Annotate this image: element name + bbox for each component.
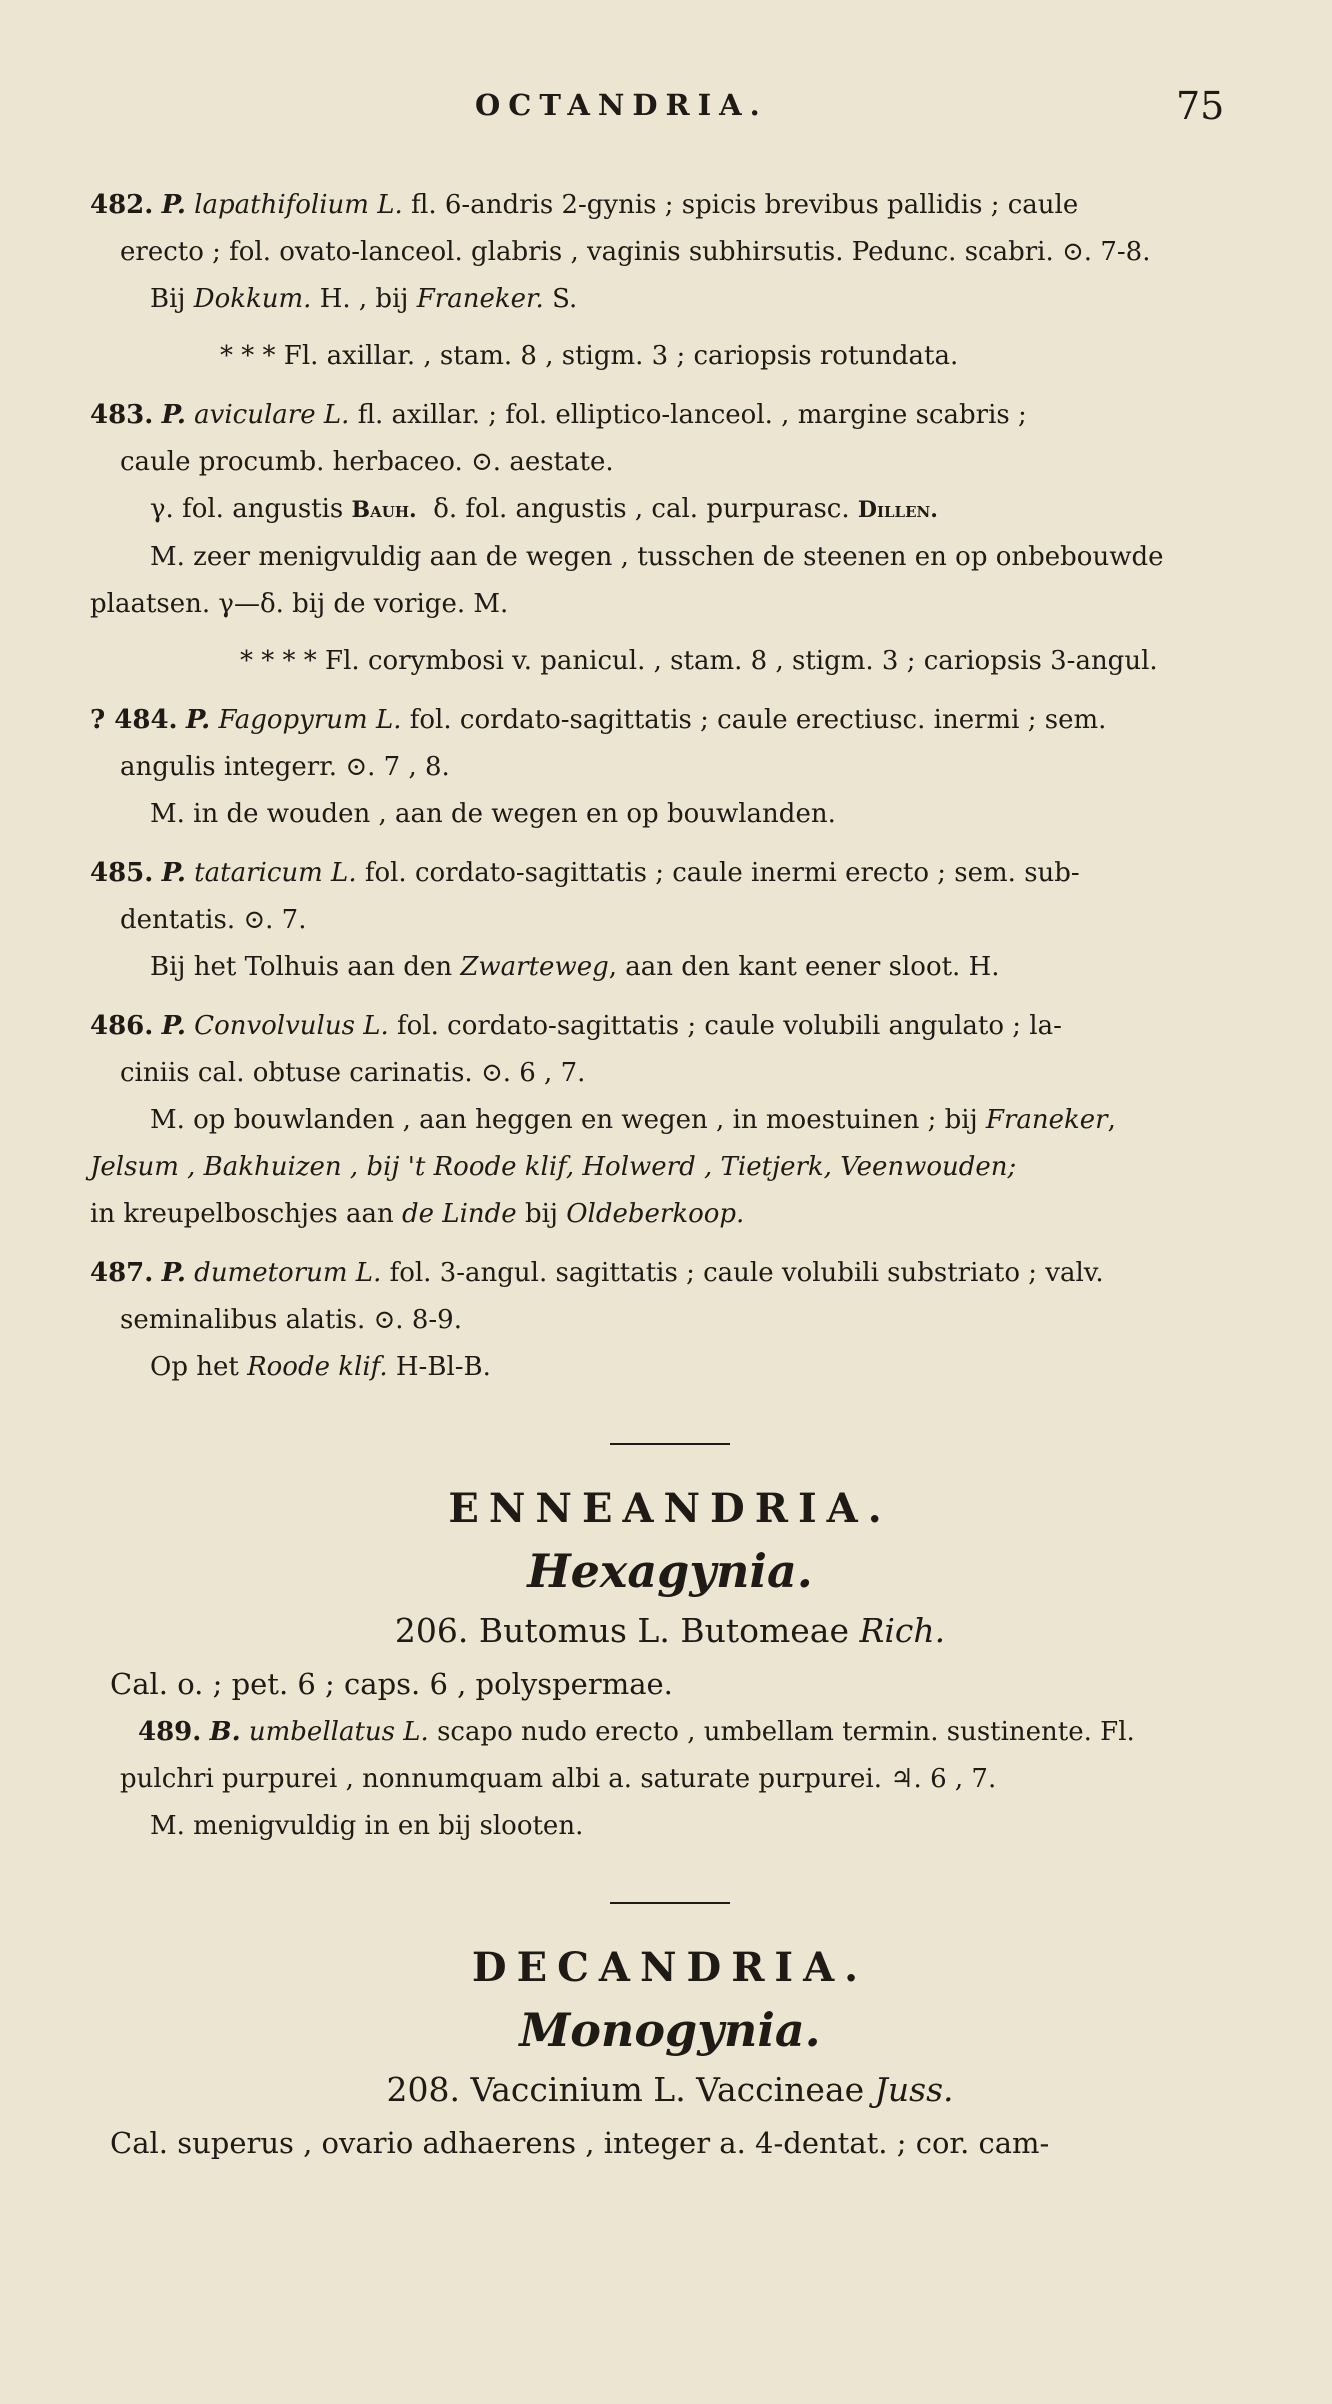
- description: fol. cordato-sagittatis ; caule erectiusc. inermi ; sem.: [409, 705, 1107, 735]
- genus-heading-butomus: [90, 1603, 1250, 1659]
- class-heading-decandria: DECANDRIA.: [471, 1944, 869, 1991]
- entry-486-note: M. op bouwlanden , aan heggen en wegen , in moestuinen ; bij Franeker,: [150, 1105, 1116, 1135]
- entry-487-line2: seminalibus alatis. ⊙. 8-9.: [120, 1305, 462, 1335]
- place-name: Dokkum.: [193, 284, 312, 314]
- entry-484: [90, 697, 1250, 744]
- species-name: Fagopyrum: [218, 705, 368, 735]
- section-heading-three-stars: * * * Fl. axillar. , stam. 8 , stigm. 3 ; cariopsis rotundata.: [220, 341, 959, 371]
- genus-abbr: P.: [161, 400, 186, 430]
- entry-484-line2: angulis integerr. ⊙. 7 , 8.: [120, 752, 450, 782]
- spacer: [90, 1445, 1250, 1479]
- text: bij: [524, 1199, 558, 1229]
- entry-485: [90, 850, 1250, 897]
- description: scapo nudo erecto , umbellam termin. sustinente. Fl.: [437, 1717, 1135, 1747]
- entry-485-location: [90, 944, 1250, 991]
- entry-482-line2: erecto ; fol. ovato-lanceol. glabris , vaginis subhirsutis. Pedunc. scabri. ⊙. 7-8.: [120, 237, 1151, 267]
- genus-title: 206. Butomus L. Butomeae: [394, 1611, 849, 1650]
- species-name: aviculare: [194, 400, 316, 430]
- entry-489-line2: pulchri purpurei , nonnumquam albi a. saturate purpurei. ♃. 6 , 7.: [120, 1764, 997, 1794]
- entry-483: [90, 392, 1250, 439]
- entry-486-note-places: Jelsum , Bakhuizen , bij 't Roode klif, Holwerd , Tietjerk, Veenwouden;: [90, 1152, 1017, 1182]
- species-name: dumetorum: [194, 1258, 348, 1288]
- species-name: lapathifolium: [194, 190, 369, 220]
- running-title: OCTANDRIA.: [475, 88, 768, 122]
- author: Dillen.: [857, 497, 938, 523]
- entry-484-note: M. in de wouden , aan de wegen en op bouwlanden.: [150, 799, 836, 829]
- author: Bauh.: [351, 497, 417, 523]
- author: L.: [323, 400, 350, 430]
- text: , aan den kant eener sloot. H.: [608, 952, 1000, 982]
- place-name: Oldeberkoop.: [566, 1199, 745, 1229]
- genus-abbr: P.: [161, 190, 186, 220]
- class-heading-enneandria: ENNEANDRIA.: [448, 1485, 892, 1532]
- author: L.: [331, 858, 357, 888]
- entry-number: 487.: [90, 1258, 154, 1288]
- entry-number: 482.: [90, 190, 154, 220]
- author: L.: [377, 190, 403, 220]
- place-name: de Linde: [402, 1199, 517, 1229]
- entry-489-note: M. menigvuldig in en bij slooten.: [150, 1811, 584, 1841]
- genus-characters: Cal. superus , ovario adhaerens , integer a. 4-dentat. ; cor. cam-: [110, 2126, 1050, 2160]
- entry-482-location: [90, 276, 1250, 323]
- text: Bij: [150, 284, 186, 314]
- spacer: [90, 1391, 1250, 1443]
- page-number: 75: [1176, 84, 1225, 128]
- entry-number: 489.: [138, 1717, 202, 1747]
- genus-abbr: P.: [161, 858, 186, 888]
- genus-abbr: P.: [161, 1258, 186, 1288]
- variety-gamma: γ. fol. angustis: [150, 494, 344, 524]
- entry-483-line2: caule procumb. herbaceo. ⊙. aestate.: [120, 447, 614, 477]
- text: in kreupelboschjes aan: [90, 1199, 394, 1229]
- author: Juss.: [874, 2070, 954, 2109]
- section-heading-four-stars: * * * * Fl. corymbosi v. panicul. , stam. 8 , stigm. 3 ; cariopsis 3-angul.: [240, 646, 1158, 676]
- spacer: [90, 1904, 1250, 1938]
- genus-characters: Cal. o. ; pet. 6 ; caps. 6 , polyspermae.: [110, 1667, 673, 1701]
- species-name: tataricum: [194, 858, 323, 888]
- author: Rich.: [859, 1611, 946, 1650]
- description: fol. cordato-sagittatis ; caule volubili angulato ; la-: [397, 1011, 1062, 1041]
- place-name: Zwarteweg: [460, 952, 609, 982]
- entry-number: 486.: [90, 1011, 154, 1041]
- text: M. op bouwlanden , aan heggen en wegen , in moestuinen ; bij: [150, 1105, 978, 1135]
- entry-489: [90, 1709, 1250, 1756]
- text: H. , bij: [319, 284, 409, 314]
- species-name: Convolvulus: [194, 1011, 355, 1041]
- entry-483-note-cont: plaatsen. γ—δ. bij de vorige. M.: [90, 589, 509, 619]
- spacer: [90, 1850, 1250, 1902]
- variety-delta: δ. fol. angustis , cal. purpurasc.: [433, 494, 850, 524]
- entry-485-line2: dentatis. ⊙. 7.: [120, 905, 307, 935]
- entry-482: [90, 182, 1250, 229]
- genus-title: 208. Vaccinium L. Vaccineae: [386, 2070, 865, 2109]
- entry-487-location: [90, 1344, 1250, 1391]
- entry-number: ? 484.: [90, 705, 178, 735]
- description: fl. axillar. ; fol. elliptico-lanceol. , margine scabris ;: [357, 400, 1027, 430]
- text: Op het: [150, 1352, 239, 1382]
- entry-483-varieties: [90, 486, 1250, 534]
- text: H-Bl-B.: [395, 1352, 491, 1382]
- order-heading-hexagynia: Hexagynia.: [527, 1544, 813, 1598]
- entry-number: 483.: [90, 400, 154, 430]
- place-name: Roode klif.: [247, 1352, 388, 1382]
- place-name: Franeker.: [416, 284, 544, 314]
- entry-number: 485.: [90, 858, 154, 888]
- genus-abbr: B.: [209, 1717, 241, 1747]
- order-heading-monogynia: Monogynia.: [519, 2003, 821, 2057]
- description: fl. 6-andris 2-gynis ; spicis brevibus pallidis ; caule: [411, 190, 1079, 220]
- entry-487: [90, 1250, 1250, 1297]
- author: L.: [355, 1258, 382, 1288]
- place-name: Franeker: [985, 1105, 1108, 1135]
- description: fol. cordato-sagittatis ; caule inermi erecto ; sem. sub-: [364, 858, 1080, 888]
- page-body: [90, 170, 1250, 2168]
- entry-483-note: M. zeer menigvuldig aan de wegen , tusschen de steenen en op onbebouwde: [150, 542, 1164, 572]
- entry-486: [90, 1003, 1250, 1050]
- genus-heading-vaccinium: [90, 2062, 1250, 2118]
- author: L.: [375, 705, 402, 735]
- author: L.: [363, 1011, 389, 1041]
- author: L.: [403, 1717, 429, 1747]
- description: fol. 3-angul. sagittatis ; caule volubili substriato ; valv.: [389, 1258, 1104, 1288]
- page-header: [0, 84, 1332, 138]
- genus-abbr: P.: [185, 705, 211, 735]
- genus-abbr: P.: [161, 1011, 186, 1041]
- text: Bij het Tolhuis aan den: [150, 952, 453, 982]
- entry-486-note-end: [90, 1191, 1250, 1238]
- text: S.: [552, 284, 578, 314]
- species-name: umbellatus: [248, 1717, 395, 1747]
- entry-486-line2: ciniis cal. obtuse carinatis. ⊙. 6 , 7.: [120, 1058, 586, 1088]
